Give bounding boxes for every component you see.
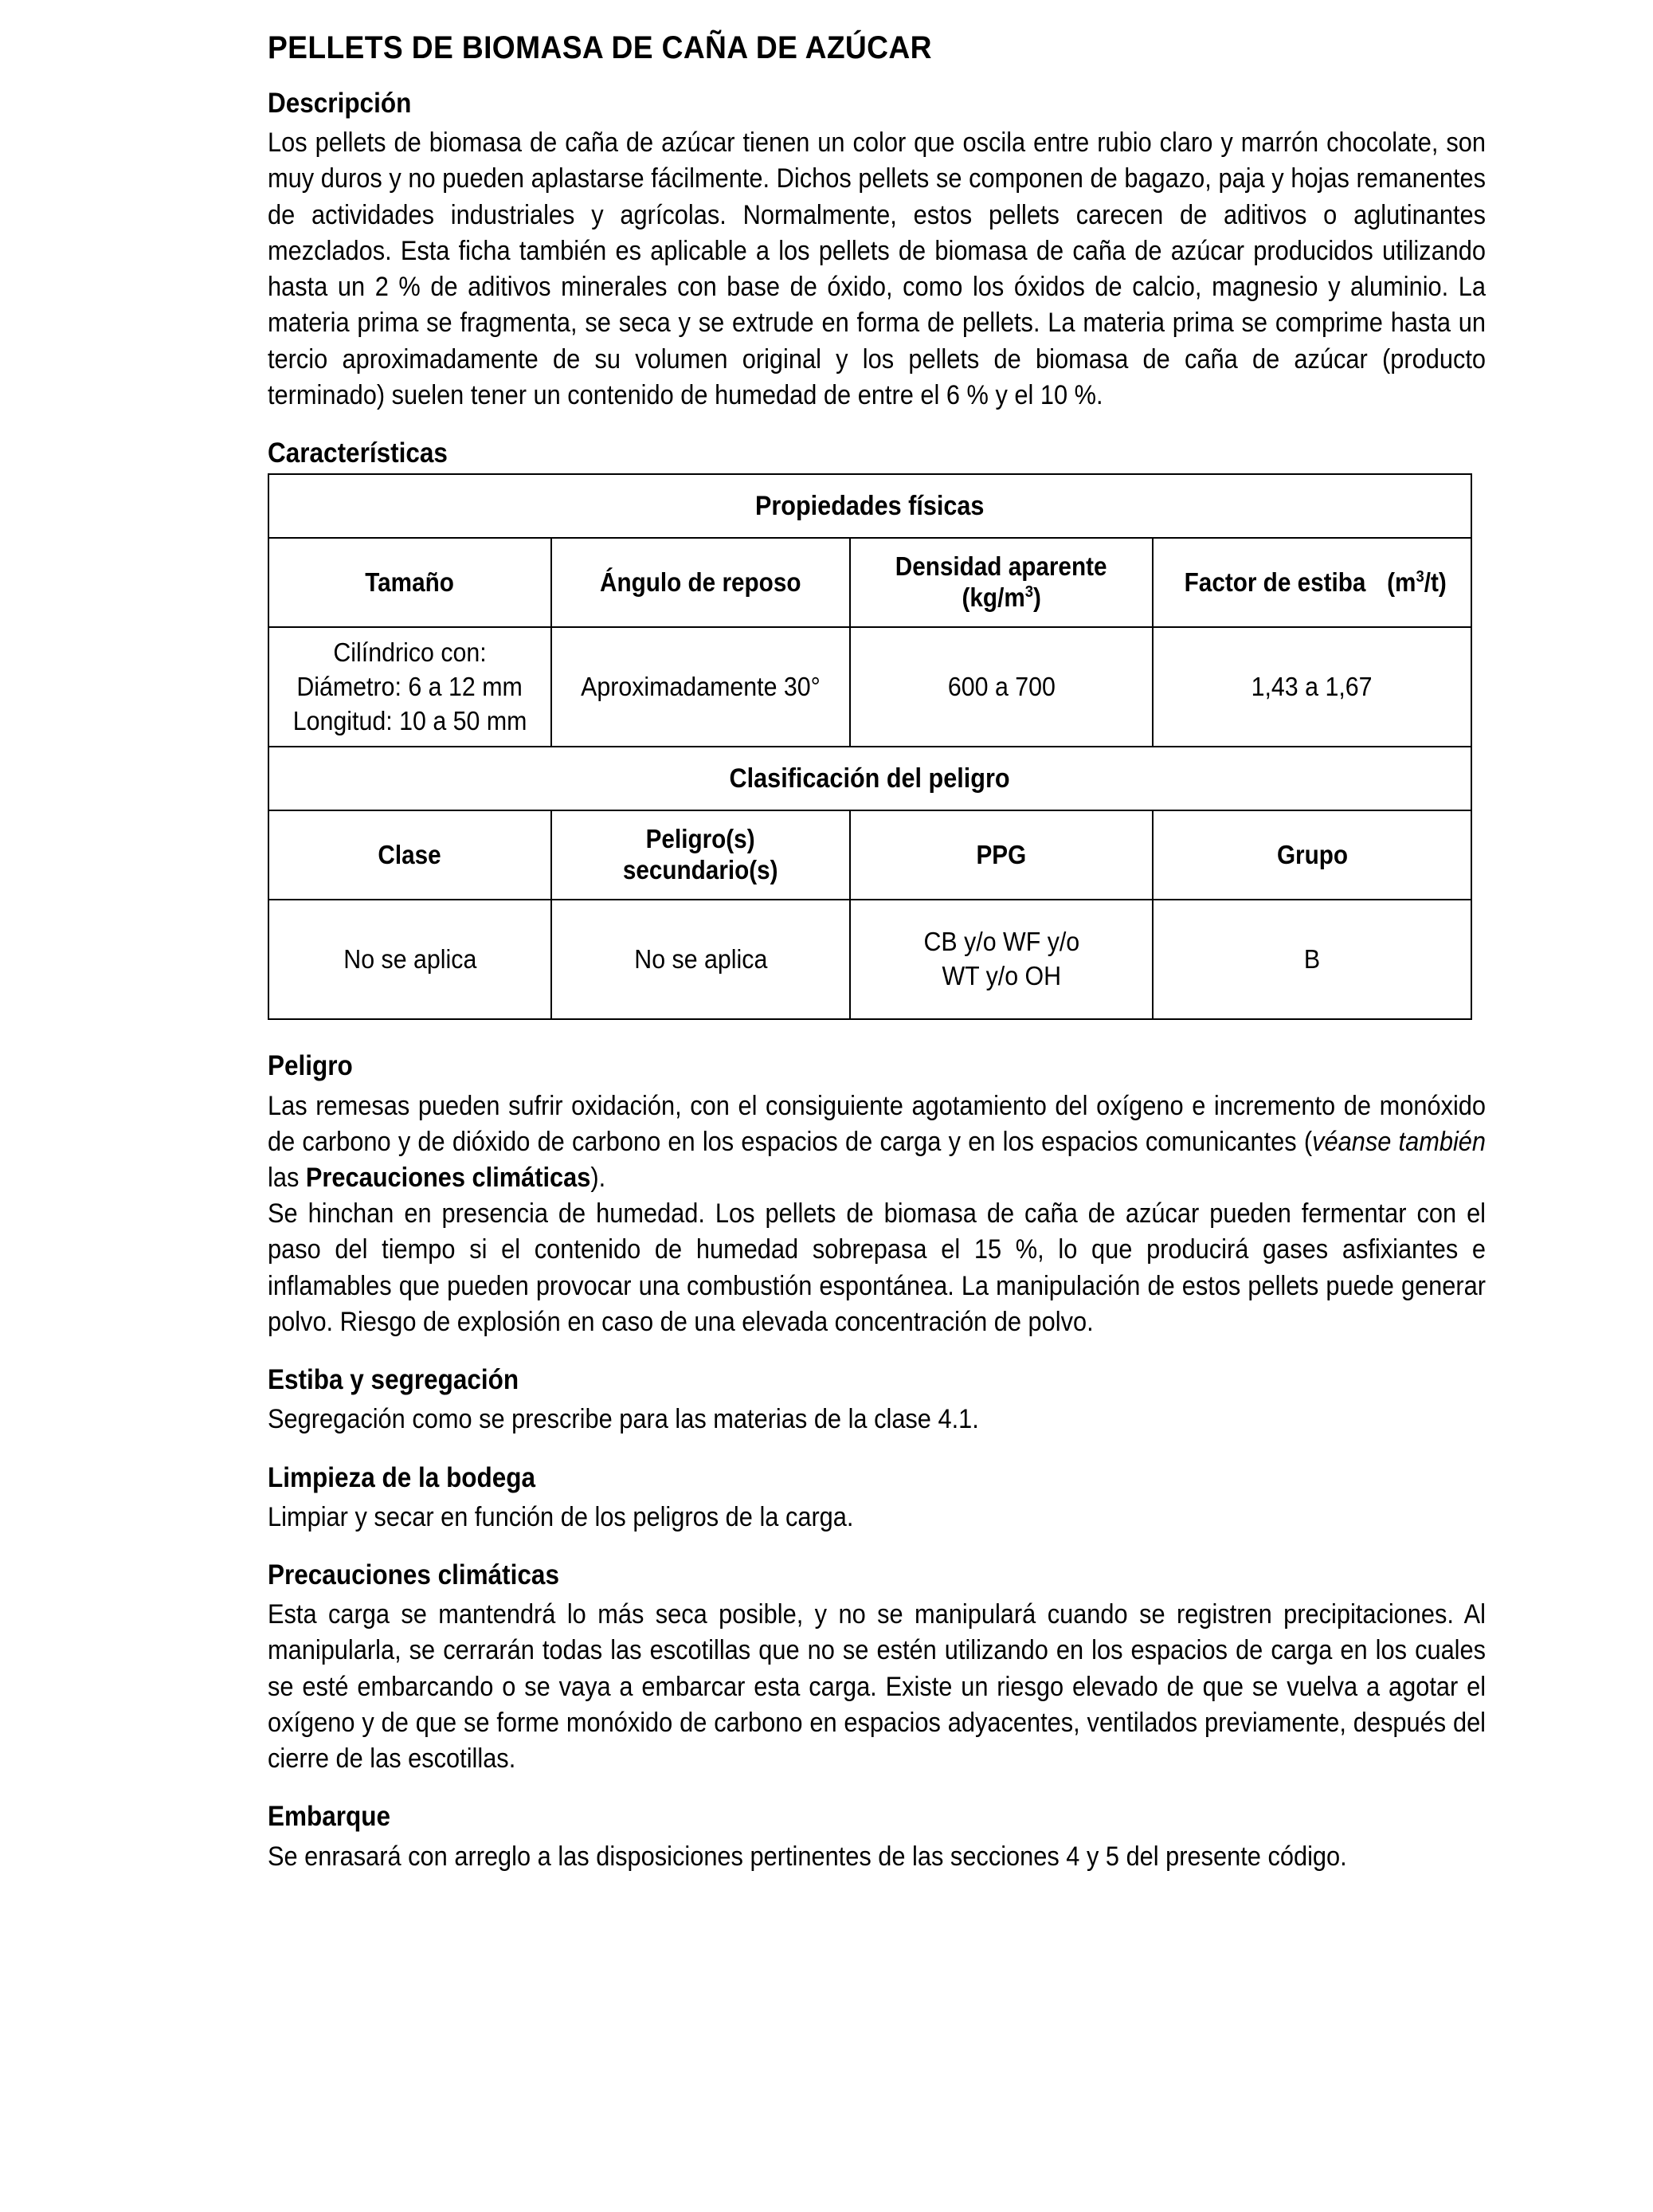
spacer: [268, 1777, 1486, 1801]
table-header-angulo-label: Ángulo de reposo: [600, 567, 801, 597]
table-header-clase: [268, 810, 551, 900]
table-cell-clase: [268, 900, 551, 1019]
table-header-secundario-lines: [558, 824, 843, 886]
table-row-band-physical: [268, 474, 1471, 538]
densidad-unit-pre: (kg/m: [962, 582, 1025, 613]
spacer: [268, 1438, 1486, 1462]
table-cell-ppg: [850, 900, 1153, 1019]
table-cell-grupo: [1153, 900, 1471, 1019]
factor-unit-pre: (m: [1386, 567, 1416, 597]
section-heading-limpieza: Limpieza de la bodega: [268, 1461, 536, 1493]
table-header-factor: [1153, 538, 1471, 627]
section-heading-precauciones: Precauciones climáticas: [268, 1559, 559, 1590]
factor-unit-post: /t): [1424, 567, 1447, 597]
table-cell-tamano-lines: [277, 636, 543, 739]
table-header-densidad: [850, 538, 1153, 627]
table-cell-ppg-lines: [859, 925, 1144, 994]
section-body-embarque: Se enrasará con arreglo a las disposiciones pertinentes de las secciones 4 y 5 del presente código.: [268, 1841, 1347, 1872]
section-body-peligro-1: [268, 1088, 1486, 1197]
table-header-secundario-line1: Peligro(s): [646, 824, 755, 854]
table-row-data-hazard: [268, 900, 1471, 1019]
peligro-text-post: ).: [590, 1162, 606, 1193]
table-header-grupo-label: Grupo: [1276, 839, 1348, 869]
table-cell-densidad: [850, 627, 1153, 747]
table-band-hazard-label: Clasificación del peligro: [729, 763, 1010, 794]
spacer: [268, 1535, 1486, 1559]
peligro-text-bold: Precauciones climáticas: [305, 1162, 591, 1193]
table-header-angulo: [551, 538, 850, 627]
table-row-header-hazard: [268, 810, 1471, 900]
section-body-precauciones: Esta carga se mantendrá lo más seca posible, y no se manipulará cuando se registren precipitaciones. Al manipularla, se cerrarán todas las escotillas que no se estén utilizando en los espacios de carga en los cuales se esté embarcando o se vaya a embarcar esta carga. Existe un riesgo elevado de que se vuelva a agotar el oxígeno y de que se forme monóxido de carbono en espacios adyacentes, ventilados previamente, después del cierre de las escotillas.: [268, 1599, 1487, 1775]
table-row-band-hazard: [268, 747, 1471, 810]
page-title: PELLETS DE BIOMASA DE CAÑA DE AZÚCAR: [268, 30, 932, 65]
section-heading-embarque: Embarque: [268, 1801, 391, 1833]
table-header-densidad-line2: [962, 582, 1040, 614]
table-cell-tamano-line2: Diámetro: 6 a 12 mm: [296, 671, 523, 701]
table-header-ppg-label: PPG: [976, 839, 1027, 869]
table-header-secundario-line2: secundario(s): [623, 855, 778, 885]
table-header-factor-line2: [1387, 567, 1447, 598]
table-header-densidad-line1: Densidad aparente: [895, 551, 1107, 582]
table-cell-tamano-line3: Longitud: 10 a 50 mm: [292, 705, 527, 735]
peligro-text-pre: Las remesas pueden sufrir oxidación, con el consiguiente agotamiento del oxígeno e incremento de monóxido de carbono y de dióxido de carbono en los espacios de carga y en los espacios comunicantes (: [268, 1090, 1487, 1157]
table-cell-angulo-label: Aproximadamente 30°: [581, 671, 821, 701]
table-cell-secundario: [551, 900, 850, 1019]
characteristics-table: [268, 473, 1472, 1020]
peligro-text-italic: véanse también: [1312, 1126, 1487, 1157]
table-band-physical: [268, 474, 1471, 538]
spacer: [268, 1020, 1486, 1050]
table-header-tamano-label: Tamaño: [365, 567, 455, 597]
table-cell-factor: [1153, 627, 1471, 747]
table-cell-grupo-label: B: [1303, 943, 1321, 974]
table-cell-ppg-line2: WT y/o OH: [942, 961, 1061, 991]
section-body-estiba: Segregación como se prescribe para las materias de la clase 4.1.: [268, 1404, 979, 1435]
table-cell-tamano-line1: Cilíndrico con:: [333, 637, 487, 667]
table-header-grupo: [1153, 810, 1471, 900]
table-header-densidad-lines: [857, 551, 1146, 614]
table-cell-secundario-label: No se aplica: [633, 943, 768, 974]
section-body-limpieza: Limpiar y secar en función de los peligros de la carga.: [268, 1501, 854, 1532]
table-header-tamano: [268, 538, 551, 627]
table-row-header-physical: [268, 538, 1471, 627]
section-heading-peligro: Peligro: [268, 1050, 353, 1082]
table-header-secundario: [551, 810, 850, 900]
table-cell-factor-label: 1,43 a 1,67: [1252, 671, 1373, 701]
spacer: [268, 414, 1486, 437]
section-heading-estiba: Estiba y segregación: [268, 1364, 519, 1396]
table-cell-tamano: [268, 627, 551, 747]
table-header-clase-label: Clase: [378, 839, 442, 869]
spacer: [268, 1340, 1486, 1364]
factor-unit-sup: 3: [1416, 567, 1424, 586]
section-heading-descripcion: Descripción: [268, 88, 412, 119]
section-body-peligro-2: Se hinchan en presencia de humedad. Los pellets de biomasa de caña de azúcar pueden fermentar con el paso del tiempo si el contenido de humedad sobrepasa el 15 %, lo que producirá gases asfixiantes e inflamables que pueden provocar una combustión espontánea. La manipulación de estos pellets puede generar polvo. Riesgo de explosión en caso de una elevada concentración de polvo.: [268, 1198, 1487, 1337]
table-cell-angulo: [551, 627, 850, 747]
section-body-descripcion: Los pellets de biomasa de caña de azúcar tienen un color que oscila entre rubio claro y marrón chocolate, son muy duros y no pueden aplastarse fácilmente. Dichos pellets se componen de bagazo, paja y hojas remanentes de actividades industriales y agrícolas. Normalmente, estos pellets carecen de aditivos o aglutinantes mezclados. Esta ficha también es aplicable a los pellets de biomasa de caña de azúcar producidos utilizando hasta un 2 % de aditivos minerales con base de óxido, como los óxidos de calcio, magnesio y aluminio. La materia prima se fragmenta, se seca y se extrude en forma de pellets. La materia prima se comprime hasta un tercio aproximadamente de su volumen original y los pellets de biomasa de caña de azúcar (producto terminado) suelen tener un contenido de humedad de entre el 6 % y el 10 %.: [268, 127, 1487, 410]
table-band-hazard: [268, 747, 1471, 810]
table-cell-clase-label: No se aplica: [343, 943, 477, 974]
table-header-factor-lines: [1160, 567, 1464, 598]
table-header-ppg: [850, 810, 1153, 900]
table-row-data-physical: [268, 627, 1471, 747]
densidad-unit-sup: 3: [1024, 582, 1033, 602]
table-cell-ppg-line1: CB y/o WF y/o: [923, 927, 1079, 957]
section-heading-caracteristicas: Características: [268, 437, 448, 469]
table-band-physical-label: Propiedades físicas: [755, 490, 985, 521]
table-header-factor-line1: Factor de estiba: [1185, 567, 1366, 597]
table-cell-densidad-label: 600 a 700: [947, 671, 1056, 701]
peligro-text-mid: las: [268, 1162, 306, 1193]
densidad-unit-post: ): [1032, 582, 1041, 613]
